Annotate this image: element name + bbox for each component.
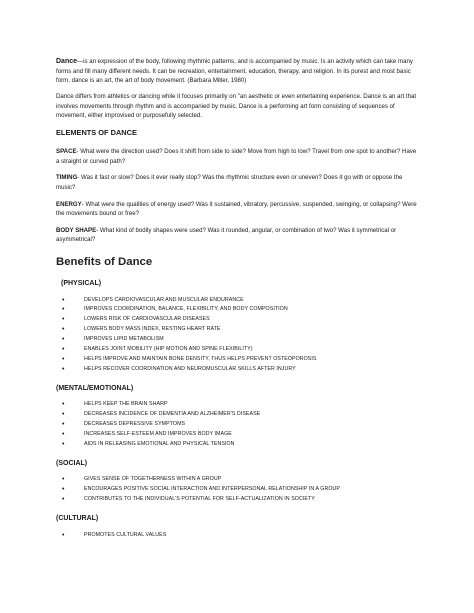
element-space bbox=[56, 147, 418, 166]
bullet-icon: • bbox=[62, 440, 65, 448]
list-item: • DECREASES DEPRESSIVE SYMPTOMS bbox=[62, 421, 186, 429]
list-item: • AIDS IN RELEASING EMOTIONAL AND PHYSICAL TENSION bbox=[62, 440, 235, 448]
element-label: ENERGY bbox=[56, 200, 82, 208]
element-label: TIMING bbox=[56, 174, 78, 182]
list-item: • GIVES SENSE OF TOGETHERNESS WITHIN A GROUP bbox=[62, 476, 222, 484]
element-text: - Was it fast or slow? Does it ever really stop? Was the rhythmic structure even or uneven? Does it go with or oppose the music? bbox=[56, 174, 403, 191]
list-item: • DEVELOPS CARDIOVASCULAR AND MUSCULAR ENDURANCE bbox=[62, 296, 244, 304]
list-item: • IMPROVES COORDINATION, BALANCE, FLEXIBILITY, AND BODY COMPOSITION bbox=[62, 306, 288, 314]
bullet-icon: • bbox=[62, 346, 65, 354]
list-item: • PROMOTES CULTURAL VALUES bbox=[62, 531, 167, 539]
elements-heading: ELEMENTS OF DANCE bbox=[56, 127, 137, 137]
element-text: - What were the direction used? Does it shift from side to side? Move from high to low? Travel from one spot to another? Have a straight or curved path? bbox=[56, 148, 417, 165]
benefits-title: Benefits of Dance bbox=[56, 255, 153, 268]
intro-term: Dance bbox=[56, 58, 78, 65]
physical-list bbox=[56, 296, 418, 375]
category-heading: (SOCIAL) bbox=[56, 459, 88, 467]
list-item: • LOWERS BODY MASS INDEX, RESTING HEART RATE bbox=[62, 326, 221, 334]
list-item: • ENABLES JOINT MOBILITY (HIP MOTION AND SPINE FLEXIBILITY) bbox=[62, 346, 253, 354]
mental-emotional-list bbox=[56, 400, 418, 450]
bullet-icon: • bbox=[62, 306, 65, 314]
list-item: • HELPS IMPROVE AND MAINTAIN BONE DENSITY, THUS HELPS PREVENT OSTEOPOROSIS bbox=[62, 355, 317, 363]
element-label: BODY SHAPE bbox=[56, 226, 97, 234]
list-item: • HELPS RECOVER COORDINATION AND NEUROMUSCULAR SKILLS AFTER INJURY bbox=[62, 365, 296, 373]
list-item: • INCREASES SELF-ESTEEM AND IMPROVES BODY IMAGE bbox=[62, 431, 232, 439]
category-heading: (MENTAL/EMOTIONAL) bbox=[56, 384, 134, 392]
intro-paragraph bbox=[56, 57, 418, 86]
element-energy bbox=[56, 200, 418, 219]
element-text: - What kind of bodily shapes were used? Was it rounded, angular, or combination of two? Was it symmetrical or asymmetrical? bbox=[56, 226, 397, 244]
bullet-icon: • bbox=[62, 336, 65, 344]
category-heading: (CULTURAL) bbox=[56, 515, 99, 523]
bullet-icon: • bbox=[62, 326, 65, 334]
bullet-icon: • bbox=[62, 421, 65, 429]
list-item: • IMPROVES LIPID METABOLISM bbox=[62, 336, 164, 344]
bullet-icon: • bbox=[62, 496, 65, 504]
intro-definition: —is an expression of the body, following rhythmic patterns, and is accompanied by music. Is an activity which can take many forms and fill many different needs. It can be recreation, entertainment, education, therapy, and religion. In its purest and most basic form, dance is an art, the art of body movement. (Barbara Mitler, 1980) bbox=[56, 58, 413, 85]
element-body-shape bbox=[56, 226, 418, 245]
bullet-icon: • bbox=[62, 411, 65, 419]
category-heading: (PHYSICAL) bbox=[61, 279, 102, 287]
bullet-icon: • bbox=[62, 355, 65, 363]
bullet-icon: • bbox=[62, 401, 65, 409]
list-item: • LOWERS RISK OF CARDIOVASCULAR DISEASES bbox=[62, 316, 210, 324]
bullet-icon: • bbox=[62, 365, 65, 373]
bullet-icon: • bbox=[62, 316, 65, 324]
bullet-icon: • bbox=[62, 486, 65, 494]
bullet-icon: • bbox=[62, 531, 65, 539]
element-label: SPACE bbox=[56, 148, 77, 156]
element-text: - What were the qualities of energy used? Was it sustained, vibratory, percussive, suspended, swinging, or collapsing? Were the movements bound or free? bbox=[56, 200, 417, 218]
dance-differs-paragraph: Dance differs from athletics or dancing while it focuses primarily on "an aesthetic or even entertaining experience. Dance is an art that involves movements through rhythm and is accompanied by music. Dance is a performing art form consisting of sequences of movement, either improvised or purposefully selected. bbox=[56, 93, 417, 120]
list-item: • HELPS KEEP THE BRAIN SHARP bbox=[62, 401, 168, 409]
list-item: • ENCOURAGES POSITIVE SOCIAL INTERACTION AND INTERPERSONAL RELATIONSHIP IN A GROUP bbox=[62, 486, 340, 494]
list-item: • CONTRIBUTES TO THE INDIVIDUAL'S POTENTIAL FOR SELF-ACTUALIZATION IN SOCIETY bbox=[62, 496, 315, 504]
bullet-icon: • bbox=[62, 431, 65, 439]
list-item: • DECREASES INCIDENCE OF DEMENTIA AND ALZHEIMER'S DISEASE bbox=[62, 411, 261, 419]
element-timing bbox=[56, 173, 418, 192]
cultural-list bbox=[56, 531, 418, 541]
bullet-icon: • bbox=[62, 296, 65, 304]
social-list bbox=[56, 475, 418, 505]
bullet-icon: • bbox=[62, 476, 65, 484]
